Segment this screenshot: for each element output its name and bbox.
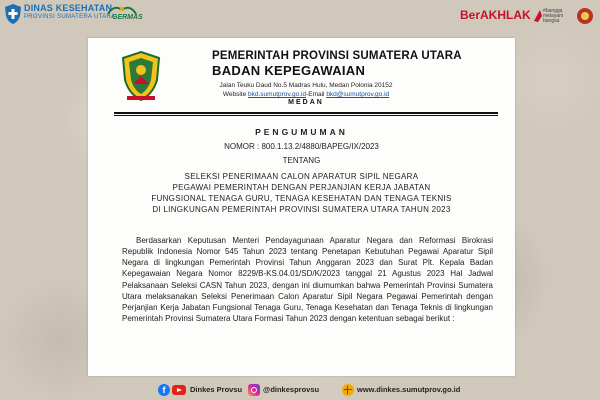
dinkes-logo-icon — [4, 3, 22, 25]
letterhead-divider-thick — [114, 112, 498, 114]
subject-line: SELEKSI PENERIMAAN CALON APARATUR SIPIL NEGARA — [184, 172, 419, 181]
dinkes-subtitle: PROVINSI SUMATERA UTARA — [24, 14, 116, 20]
announcement-about: TENTANG — [282, 156, 321, 165]
letterhead-agency: BADAN KEPEGAWAIAN — [212, 63, 366, 78]
announcement-heading: PENGUMUMAN — [255, 127, 348, 137]
letterhead-address: Jalan Teuku Daud No.5 Madras Hulu, Medan Polonia 20152 — [219, 82, 393, 89]
top-bar — [0, 0, 600, 32]
letterhead-city: MEDAN — [288, 99, 324, 106]
subject-line: DI LINGKUNGAN PEMERINTAH PROVINSI SUMATERA UTARA TAHUN 2023 — [152, 205, 451, 214]
footer-website[interactable]: www.dinkes.sumutprov.go.id — [357, 385, 461, 394]
sumut-crest-icon — [119, 50, 163, 102]
announcement-subject — [88, 171, 515, 215]
website-link[interactable]: bkd.sumutprov.go.id — [248, 91, 307, 98]
announcement-number: NOMOR : 800.1.13.2/4880/BAPEG/IX/2023 — [224, 142, 379, 151]
subject-line: PEGAWAI PEMERINTAH DENGAN PERJANJIAN KERJA JABATAN — [172, 183, 431, 192]
letterhead-contact: Website bkd.sumutprov.go.id-Email bkd@sumutprov.go.id — [222, 91, 390, 98]
social-instagram[interactable]: @dinkesprovsu — [263, 385, 320, 394]
subject-line: FUNGSIONAL TENAGA GURU, TENAGA KESEHATAN DAN TENAGA TEKNIS — [151, 194, 452, 203]
social-facebook-youtube[interactable]: Dinkes Provsu — [190, 385, 243, 394]
announcement-document — [88, 38, 515, 376]
announcement-body: Berdasarkan Keputusan Menteri Pendayagunaan Aparatur Negara dan Reformasi Birokrasi Republik Indonesia Nomor 545 Tahun 2023 tentang Penetapan Kebutuhan Pegawai Aparatur Sipil Negara di lingkungan Pemerintah Provinsi Tahun Anggaran 2023 dan Surat Plt. Kepala Badan Kepegawaian Negara Nomor 8229/B-KS.04.01/SD/K/2023 tanggal 21 Agustus 2023 Hal Jadwal Pelaksanaan Seleksi CASN Tahun 2023, dengan ini diumumkan bahwa Pemerintah Provinsi Sumatera Utara melaksanakan Seleksi Penerimaan Calon Aparatur Sipil Negara Pegawai Pemerintah dengan Perjanjian Kerja Jabatan Fungsional Tenaga Guru, Tenaga Kesehatan dan Tenaga Teknis di lingkungan Pemerintah Provinsi Sumatera Utara Formasi Tahun 2023 dengan ketentuan sebagai berikut : — [122, 236, 493, 324]
pan-rb-logo-icon — [576, 7, 594, 25]
germas-label: GERMAS — [112, 14, 143, 21]
dinkes-title: DINAS KESEHATAN — [24, 3, 113, 13]
footer-bar — [0, 380, 600, 400]
youtube-icon[interactable] — [172, 385, 186, 395]
berakhlak-logo: BerAKHLAK — [460, 8, 531, 22]
letterhead-government: PEMERINTAH PROVINSI SUMATERA UTARA — [212, 50, 462, 62]
bangga-label: #bangga melayani bangsa — [543, 8, 564, 24]
email-link[interactable]: bkd@sumutprov.go.id — [326, 91, 390, 98]
instagram-icon[interactable] — [248, 384, 260, 396]
letterhead-divider-thin — [114, 115, 498, 116]
facebook-icon[interactable]: f — [158, 384, 170, 396]
globe-icon[interactable] — [342, 384, 354, 396]
